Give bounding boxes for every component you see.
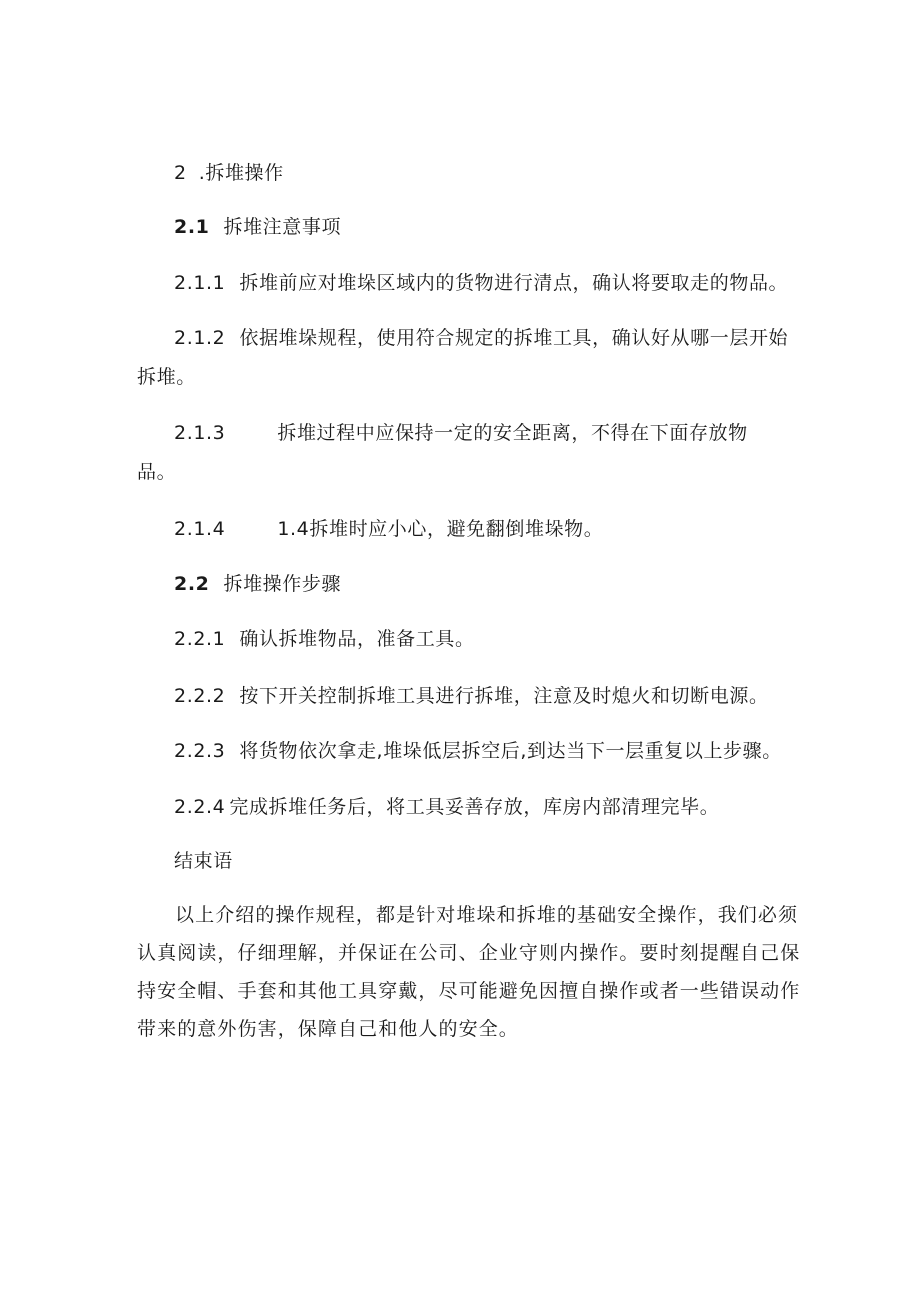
- list-item-2-1-4: [174, 516, 603, 542]
- item-number: 2.1.3: [174, 422, 226, 444]
- subsection-title: 拆堆注意事项: [223, 216, 342, 238]
- list-item-2-2-2: [174, 683, 769, 709]
- section-heading-number: 2: [174, 162, 187, 184]
- section-heading-text: .拆堆操作: [198, 162, 284, 184]
- item-text: 拆堆过程中应保持一定的安全距离，不得在下面存放物: [277, 422, 748, 444]
- subsection-number: 2.1: [174, 216, 210, 238]
- conclusion-title: [174, 848, 233, 874]
- conclusion-body: 以上介绍的操作规程，都是针对堆垛和拆堆的基础安全操作，我们必须认真阅读，仔细理解，并保证在公司、企业守则内操作。要时刻提醒自己保持安全帽、手套和其他工具穿戴，尽可能避免因擅自操作或者一些错误动作带来的意外伤害，保障自己和他人的安全。: [137, 904, 801, 1040]
- item-text: 确认拆堆物品，准备工具。: [239, 628, 475, 650]
- list-item-2-2-1: [174, 626, 475, 652]
- subsection-heading-2-2: [174, 571, 341, 597]
- item-number: 2.1.4: [174, 518, 226, 540]
- list-item-2-1-3: [174, 420, 748, 446]
- subsection-heading-2-1: [174, 214, 341, 240]
- subsection-title: 拆堆操作步骤: [223, 573, 342, 595]
- item-number: 2.2.3: [174, 740, 226, 762]
- item-text: 按下开关控制拆堆工具进行拆堆，注意及时熄火和切断电源。: [239, 685, 769, 707]
- conclusion-title-text: 结束语: [174, 850, 233, 872]
- item-text: 依据堆垛规程，使用符合规定的拆堆工具，确认好从哪一层开始: [239, 327, 789, 349]
- item-text: 将货物依次拿走,堆垛低层拆空后,到达当下一层重复以上步骤。: [239, 740, 782, 762]
- subsection-number: 2.2: [174, 573, 210, 595]
- list-item-2-1-2: [174, 325, 788, 351]
- item-text: 完成拆堆任务后，将工具妥善存放，库房内部清理完毕。: [229, 796, 720, 818]
- list-item-2-1-2-continuation: [137, 364, 196, 390]
- item-number: 2.2.2: [174, 685, 226, 707]
- item-text-continuation: 品。: [137, 461, 177, 483]
- item-number: 2.2.4: [174, 796, 226, 818]
- item-text: 1.4拆堆时应小心，避免翻倒堆垛物。: [277, 518, 604, 540]
- item-number: 2.1.1: [174, 272, 226, 294]
- list-item-2-1-3-continuation: [137, 459, 176, 485]
- item-number: 2.2.1: [174, 628, 226, 650]
- item-text: 拆堆前应对堆垛区域内的货物进行清点，确认将要取走的物品。: [239, 272, 789, 294]
- item-number: 2.1.2: [174, 327, 226, 349]
- list-item-2-2-3: [174, 738, 782, 764]
- list-item-2-1-1: [174, 270, 788, 296]
- item-text-continuation: 拆堆。: [137, 366, 196, 388]
- section-heading: [174, 160, 284, 186]
- list-item-2-2-4: [174, 794, 719, 820]
